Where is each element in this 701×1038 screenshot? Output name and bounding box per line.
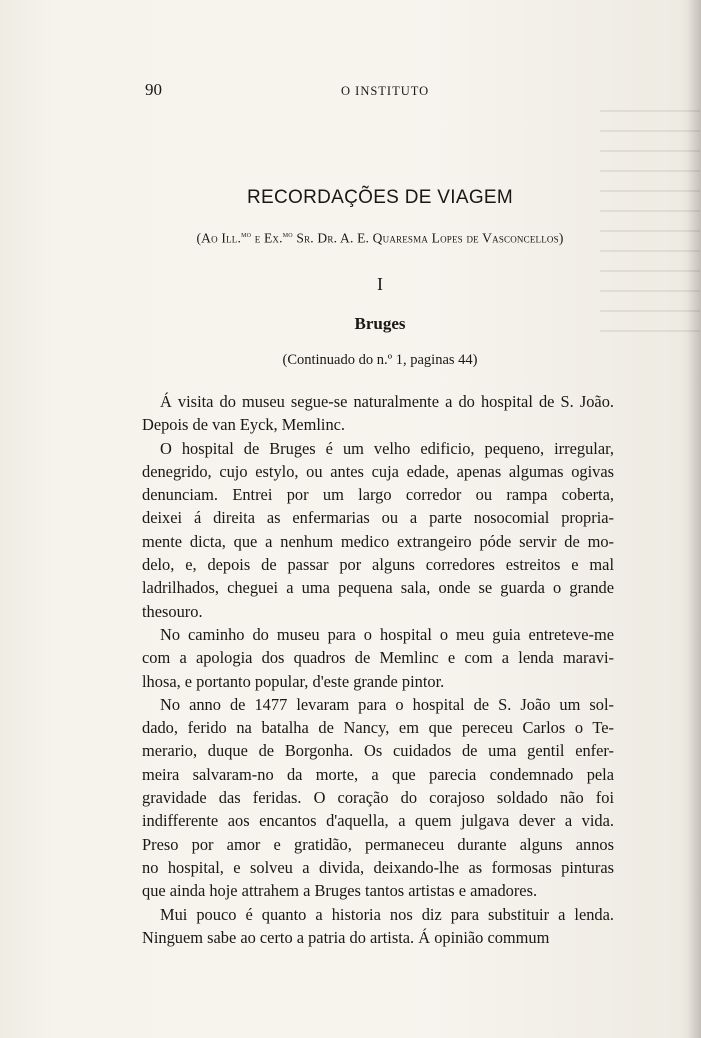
text-line: lhosa, e portanto popular, d'este grande pintor. [142, 671, 445, 691]
text-line: mente dicta, que a nenhum medico extrangeiro póde servir de mo- [142, 531, 614, 551]
page-header [145, 80, 615, 102]
paragraph [142, 390, 614, 437]
dedication-sup-2: mo [282, 230, 293, 239]
paragraph [142, 437, 614, 623]
text-line: No anno de 1477 levaram para o hospital de S. João um sol- [160, 694, 614, 714]
text-line: denegrido, cujo estylo, ou antes cuja edade, apenas algumas ogivas [142, 461, 614, 481]
page-number: 90 [145, 80, 162, 99]
text-line: denunciam. Entrei por um largo corredor ou rampa coberta, [142, 485, 614, 505]
text-line: delo, e, depois de passar por alguns corredores estreitos e mal [142, 555, 614, 575]
text-line: gravidade das feridas. O coração do corajoso soldado não foi [142, 788, 614, 808]
continued-note: (Continuado do n.º 1, paginas 44) [282, 352, 478, 368]
text-line: com a apologia dos quadros de Memlinc e com a lenda maravi- [142, 648, 614, 668]
paragraph [142, 623, 614, 693]
text-line: que ainda hoje attrahem a Bruges tantos artistas e amadores. [142, 881, 538, 901]
running-head: O INSTITUTO [341, 84, 430, 98]
text-line: ladrilhados, cheguei a uma pequena sala, onde se guarda o grande [142, 578, 614, 598]
text-line: indifferente aos encantos d'aquella, a quem julgava dever a vida. [142, 811, 614, 831]
dedication-sup-1: mo [241, 230, 252, 239]
dedication-mid: e Ex. [251, 230, 283, 246]
section-number: I [377, 274, 383, 294]
text-line: No caminho do museu para o hospital o meu guia entreteve-me [160, 624, 614, 644]
text-line: no hospital, e solveu a divida, deixando-lhe as formosas pinturas [142, 857, 614, 877]
text-line: thesouro. [142, 601, 203, 621]
text-line: Mui pouco é quanto a historia nos diz para substituir a lenda. [160, 904, 614, 924]
paragraph [142, 903, 614, 950]
text-line: Á visita do museu segue-se naturalmente a do hospital de S. João. [160, 392, 614, 411]
text-line: O hospital de Bruges é um velho edificio, pequeno, irregular, [160, 438, 614, 458]
article-title: RECORDAÇÕES DE VIAGEM [246, 187, 513, 208]
dedication [0, 230, 701, 247]
dedication-post: Sr. Dr. A. E. Quaresma Lopes de Vasconcellos) [292, 230, 564, 246]
dedication-pre: (Ao Ill. [196, 230, 242, 246]
body-text [142, 390, 614, 949]
text-line: deixei á direita as enfermarias ou a parte nosocomial propria- [142, 508, 614, 528]
text-line: merario, duque de Borgonha. Os cuidados de uma gentil enfer- [142, 741, 614, 761]
text-line: Ninguem sabe ao certo a patria do artista. Á opinião commum [142, 927, 550, 947]
text-line: dado, ferido na batalha de Nancy, em que pereceu Carlos o Te- [142, 718, 614, 738]
page-edge-shadow [687, 0, 701, 1038]
section-title: Bruges [354, 314, 406, 333]
text-line: Depois de van Eyck, Memlinc. [142, 415, 346, 435]
paragraph [142, 693, 614, 903]
text-line: Preso por amor e gratidão, permaneceu durante alguns annos [142, 834, 614, 854]
text-line: meira salvaram-no da morte, a que parecia condemnado pela [142, 764, 614, 784]
